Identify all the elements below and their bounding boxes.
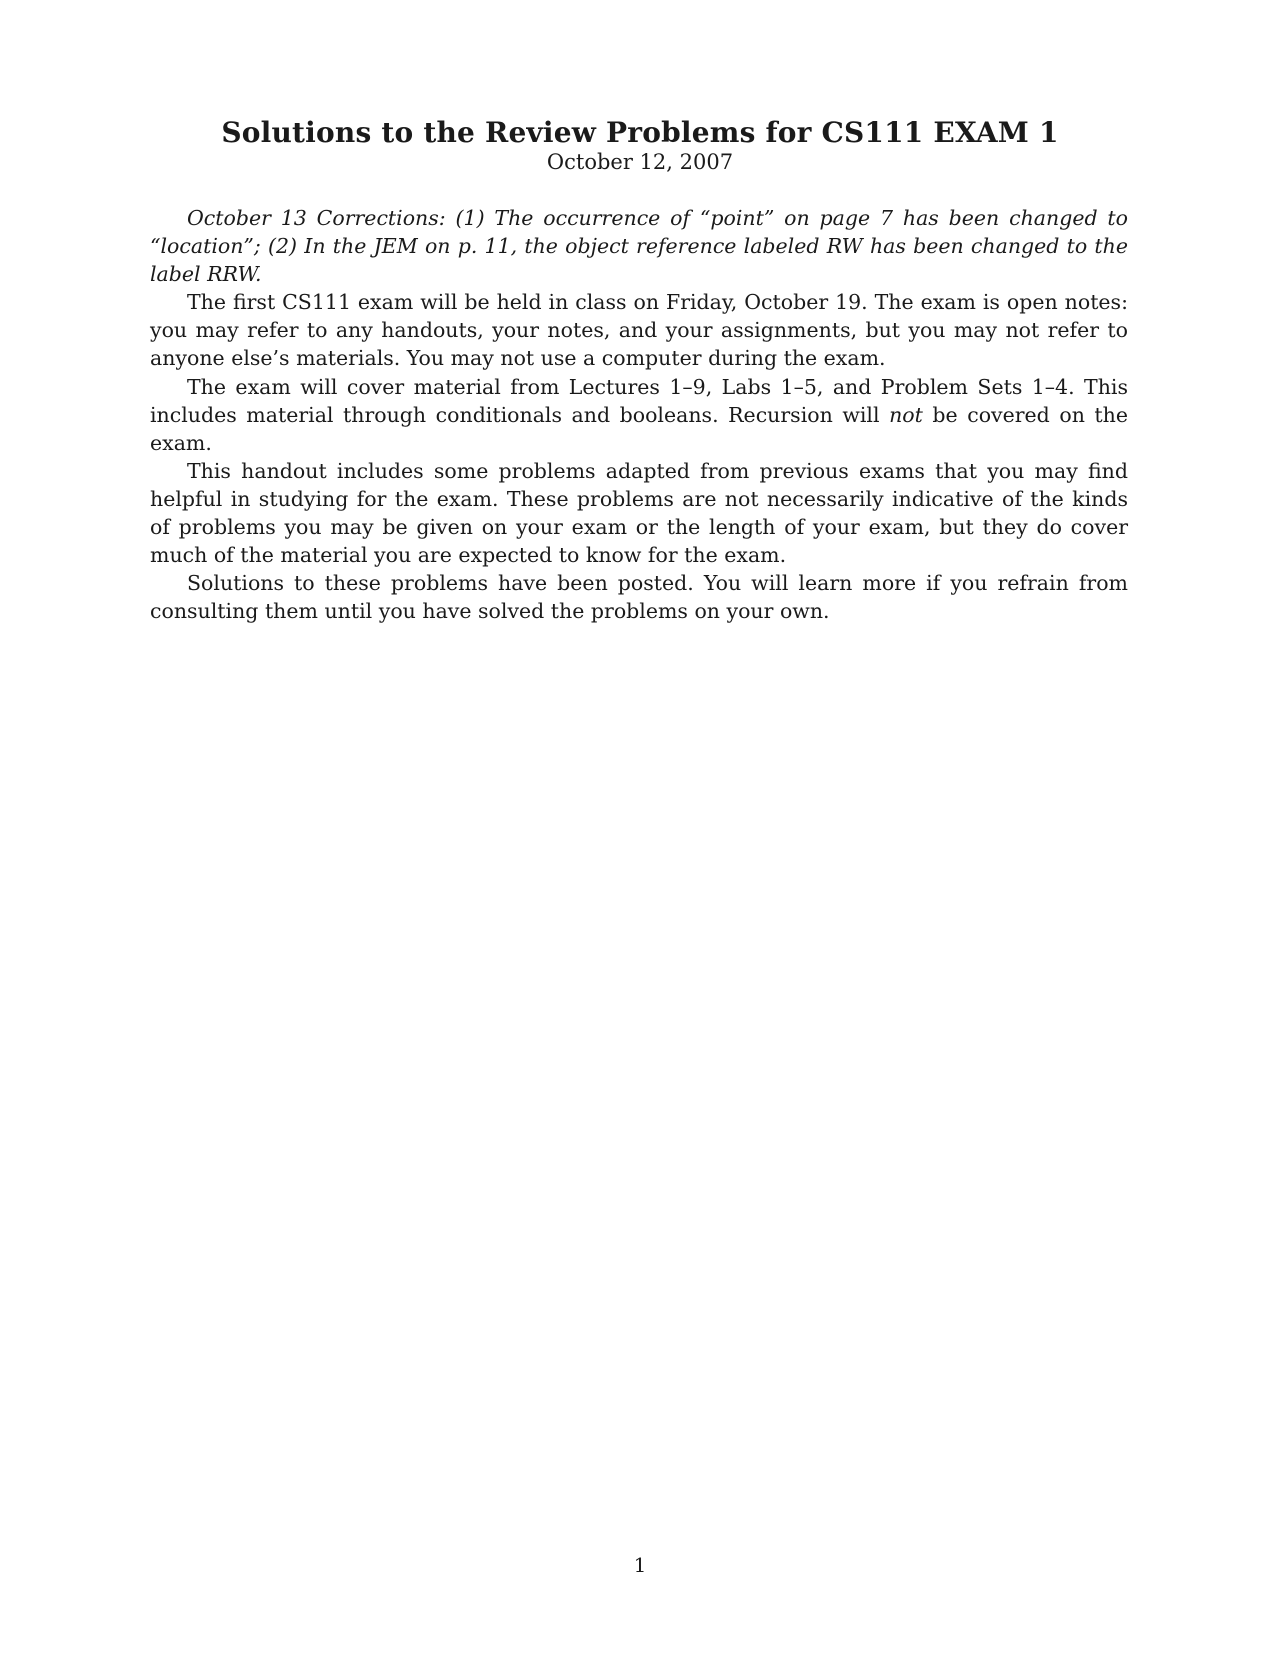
coverage-emphasis: not <box>889 402 923 427</box>
paragraph-solutions-note: Solutions to these problems have been posted. You will learn more if you refrain from consulting them until you have solved the problems on your own. <box>150 571 1128 624</box>
document-body <box>150 204 1128 625</box>
page-number: 1 <box>633 1553 647 1577</box>
paragraph-exam-coverage <box>150 373 1128 457</box>
corrections-note: October 13 Corrections: (1) The occurrence of “point” on page 7 has been changed to “location”; (2) In the JEM on p. 11, the object reference labeled RW has been changed to the label RRW. <box>150 206 1128 287</box>
document-title: Solutions to the Review Problems for CS111 EXAM 1 <box>221 116 1059 149</box>
coverage-text-before: The exam will cover material from Lectures 1–9, Labs 1–5, and Problem Sets 1–4. This includes material through conditionals and booleans. Recursion will <box>150 374 1128 427</box>
paragraph-handout-description: This handout includes some problems adapted from previous exams that you may find helpful in studying for the exam. These problems are not necessarily indicative of the kinds of problems you may be given on your exam or the length of your exam, but they do cover much of the material you are expected to know for the exam. <box>150 458 1128 568</box>
paragraph-exam-logistics: The first CS111 exam will be held in class on Friday, October 19. The exam is open notes: you may refer to any handouts, your notes, and your assignments, but you may not refer to anyone else’s materials. You may not use a computer during the exam. <box>150 290 1128 371</box>
coverage-text-after: be covered on the exam. <box>150 402 1129 455</box>
document-date: October 12, 2007 <box>546 150 734 174</box>
